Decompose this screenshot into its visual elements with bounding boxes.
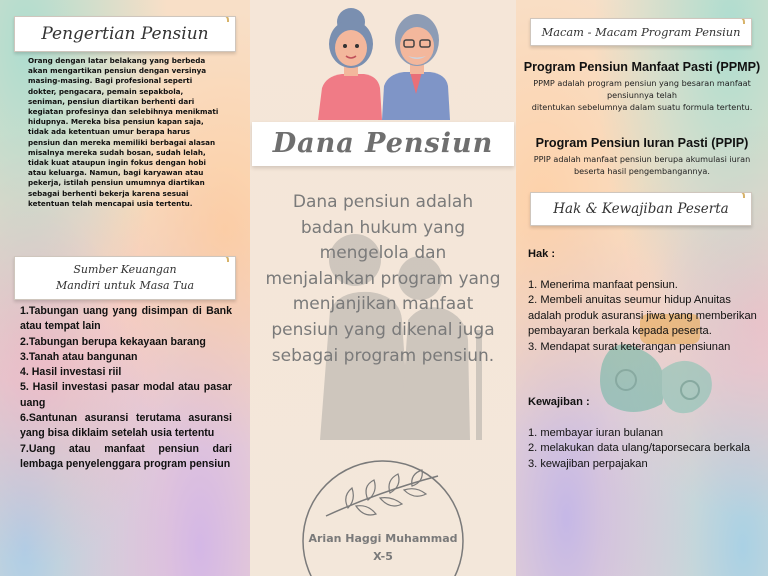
corner-ornament [211,16,229,22]
list-item: 3.Tanah atau bangunan [20,350,138,363]
list-item: 1.Tabungan uang yang disimpan di Bank atau tempat lain [20,305,232,333]
list-item: 2. melakukan data ulang/taporsecara berkala [528,442,751,455]
corner-ornament [727,192,745,198]
author-name: Arian Haggi Muhammad [308,532,458,545]
kewajiban-section [528,395,760,472]
hak-kewajiban-title-box [530,192,752,226]
sumber-title-box [14,256,236,300]
sumber-title-line1: Sumber Keuangan [73,263,177,276]
elderly-couple-icon [312,4,452,120]
left-panel [0,0,250,576]
middle-panel [250,0,516,576]
hak-section [528,247,760,356]
list-item: 1. membayar iuran bulanan [528,426,664,439]
corner-ornament [211,256,229,262]
list-item: 2. Membeli anuitas seumur hidup Anuitas adalah produk asuransi jiwa yang memberikan pembayaran berkala kepada peserta. [528,294,757,338]
right-panel [516,0,768,576]
corner-ornament [727,18,745,24]
ppmp-text-1: PPMP adalah program pensiun yang besaran manfaat pensiunnya telah [533,78,751,100]
pengertian-body: Orang dengan latar belakang yang berbeda akan mengartikan pensiun dengan versinya masing-masing. Bagi profesional seperti dokter, pengacara, pemain sepakbola, seniman, pensiun diartikan berhenti dari kegiatan profesinya dan selebihnya menikmati hidupnya. Mereka bisa pensiun kapan saja, tidak ada ketentuan umur berapa harus pensiun dan mereka memiliki berbagai alasan misalnya mereka sudah bosan, sudah lelah, tidak kuat ataupun ingin fokus dengan hobi atau keluarga. Namun, bagi karyawan atau pekerja, istilah pensiun umumnya diartikan sebagai berhenti bekerja karena sesuai ketentuan telah mencapai usia tertentu. [28,56,219,208]
macam-program-title: Macam - Macam Program Pensiun [541,25,741,39]
list-item: 7.Uang atau manfaat pensiun dari lembaga penyelenggara program pensiun [20,442,232,470]
ppmp-text-2: ditentukan sebelumnya dalam suatu formula tertentu. [531,102,753,112]
dana-pensiun-banner: Dana Pensiun [252,122,514,166]
list-item: 6.Santunan asuransi terutama asuransi yang bisa diklaim setelah usia tertentu [20,412,232,440]
list-item: 2.Tabungan berupa kekayaan barang [20,335,206,348]
hak-label: Hak : [528,248,556,260]
author-block [280,530,486,566]
pengertian-title: Pengertian Pensiun [41,24,209,44]
sumber-list [20,304,232,472]
dana-pensiun-description: Dana pensiun adalah badan hukum yang mengelola dan menjalankan program yang menjanjikan manfaat pensiun yang dikenal juga sebagai program pensiun. [265,192,501,366]
author-class: X-5 [373,550,393,563]
list-item: 3. Mendapat surat keterangan pensiunan [528,340,731,353]
kewajiban-label: Kewajiban : [528,396,590,408]
sumber-title-line2: Mandiri untuk Masa Tua [55,279,195,292]
list-item: 3. kewajiban perpajakan [528,457,648,470]
list-item: 5. Hasil investasi pasar modal atau pasar uang [20,381,232,409]
macam-program-title-box [530,18,752,46]
ppip-text: PPIP adalah manfaat pensiun berupa akumulasi iuran beserta hasil pengembangannya. [533,154,751,176]
pengertian-title-box [14,16,236,52]
ppip-heading: Program Pensiun Iuran Pasti (PPIP) [535,136,749,150]
ppmp-heading: Program Pensiun Manfaat Pasti (PPMP) [523,60,761,74]
list-item: 1. Menerima manfaat pensiun. [528,278,678,291]
hak-kewajiban-title: Hak & Kewajiban Peserta [553,201,729,217]
list-item: 4. Hasil investasi riil [20,366,122,379]
